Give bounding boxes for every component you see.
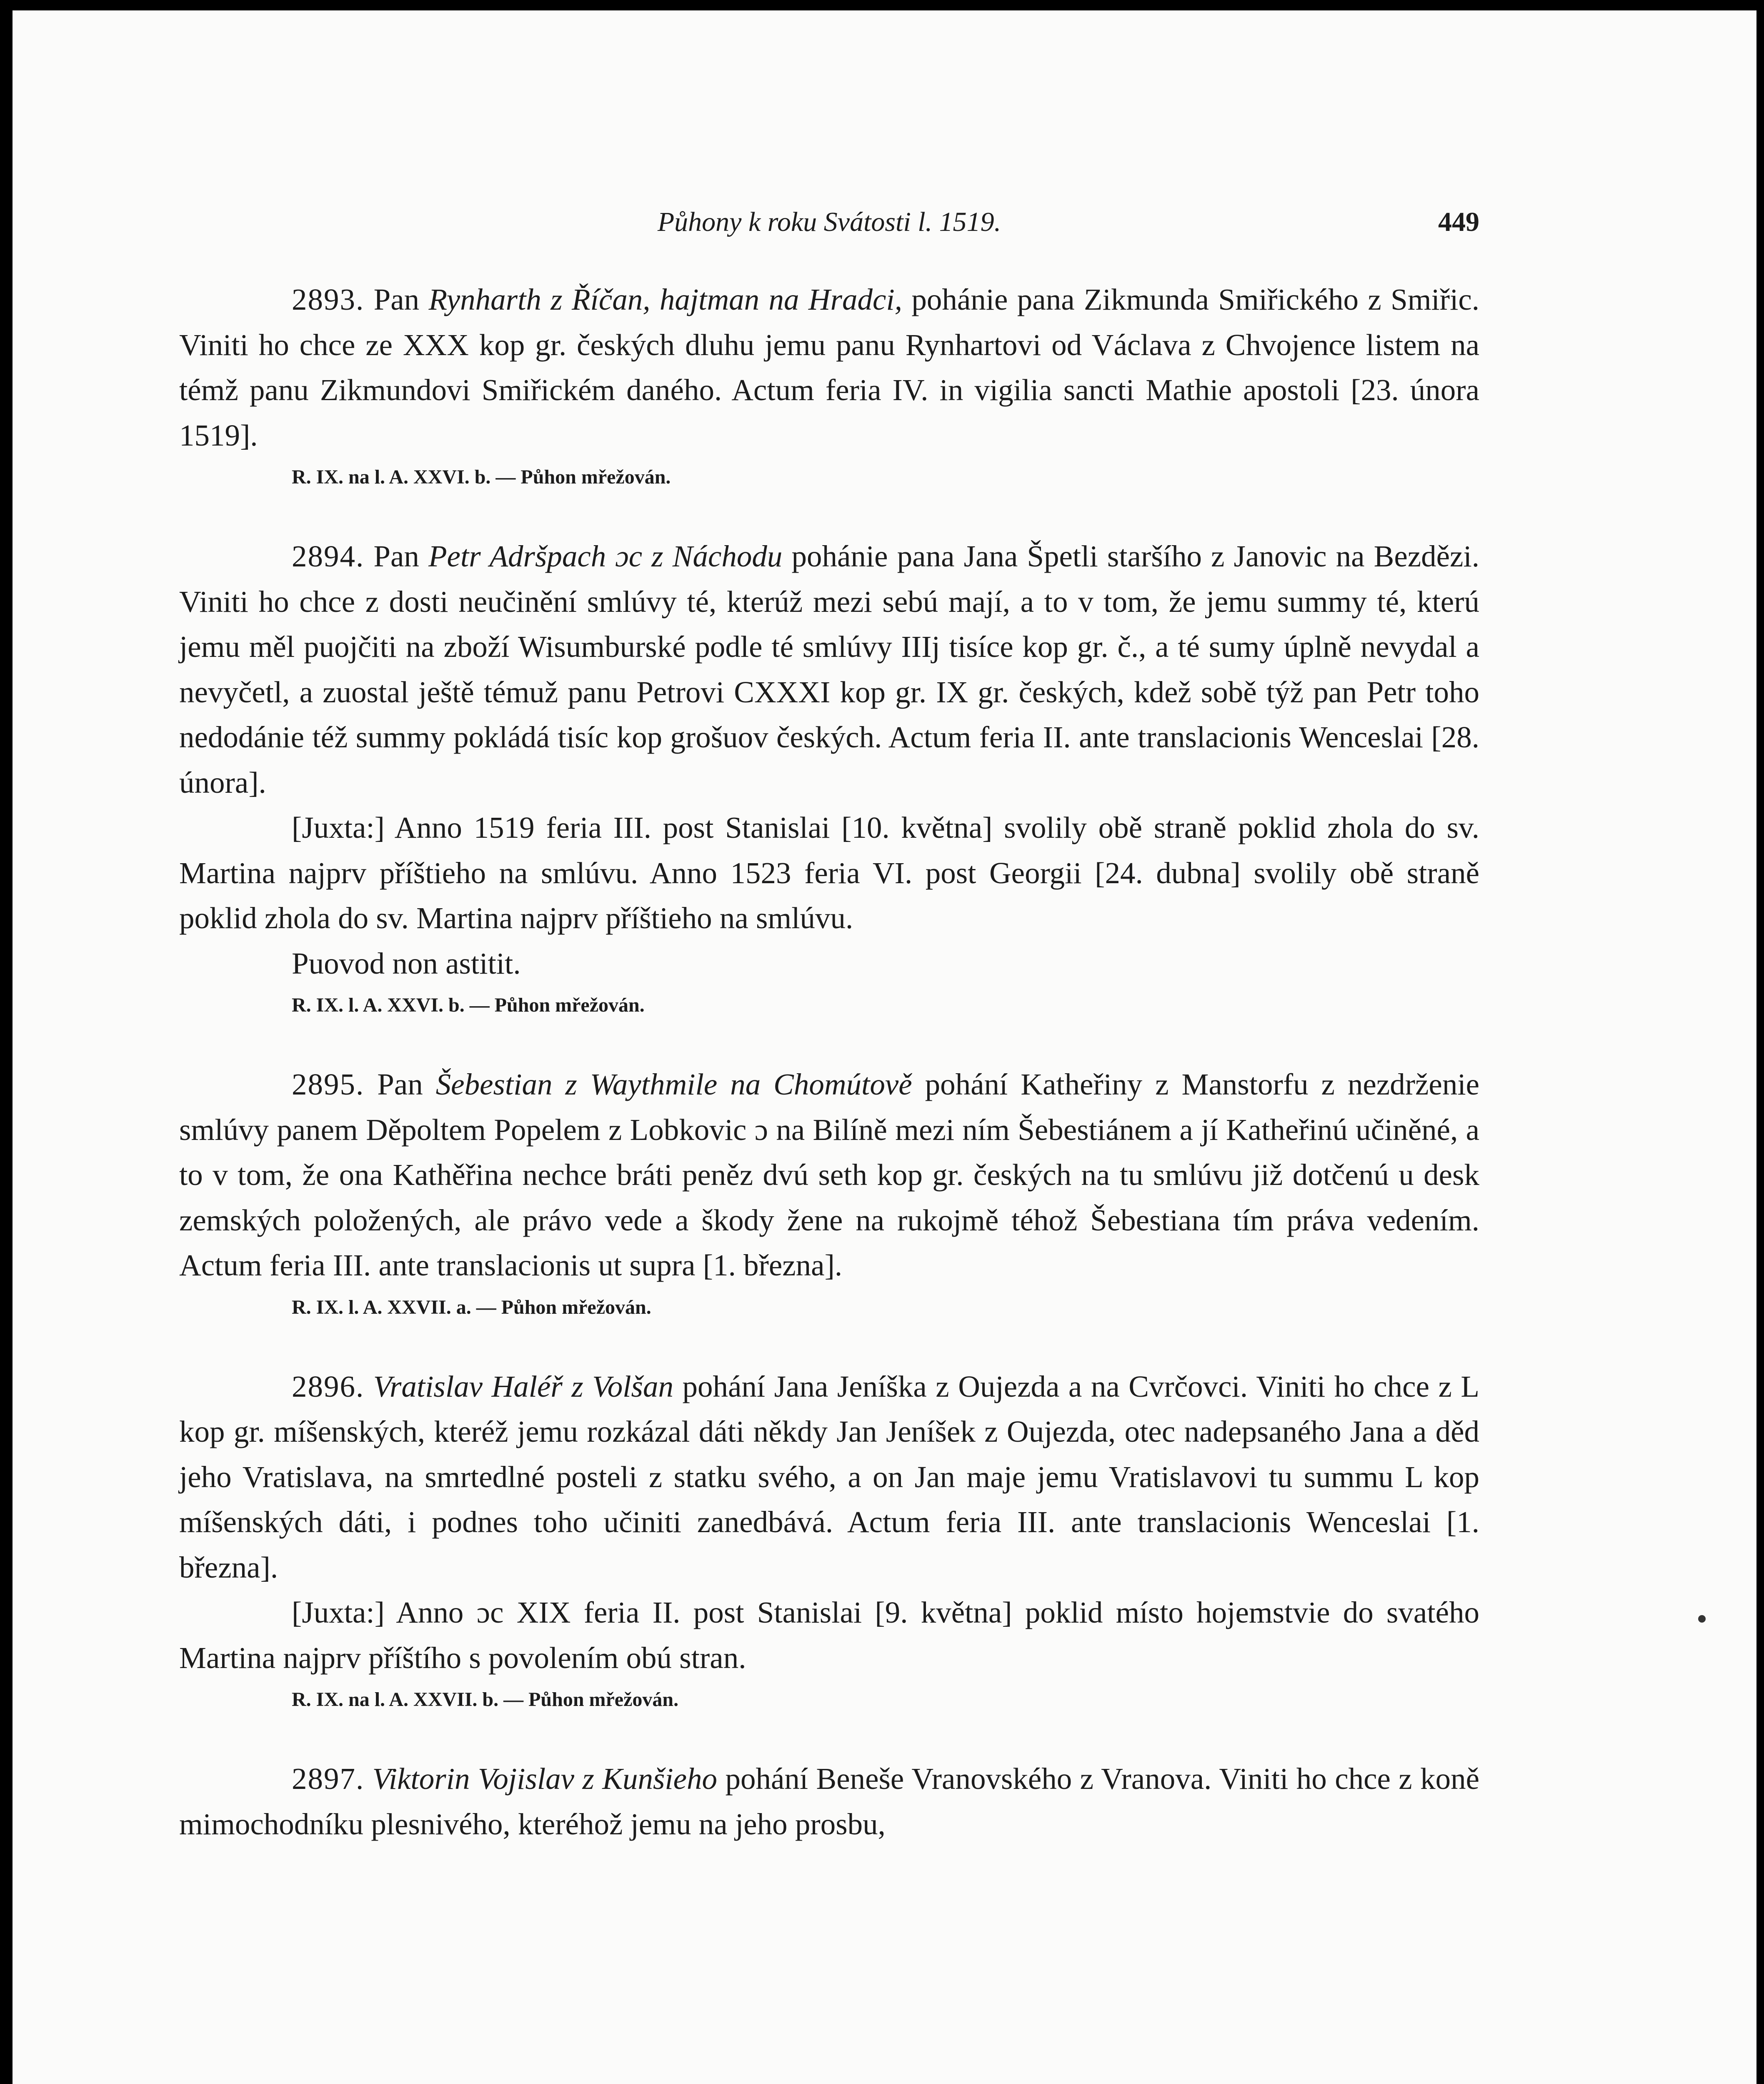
entry xyxy=(179,534,1479,1022)
margin-speck xyxy=(1698,1615,1706,1623)
text-run: Puovod non astitit. xyxy=(292,946,521,980)
entry xyxy=(179,277,1479,494)
running-title: Půhony k roku Svátosti l. 1519. xyxy=(657,207,1001,237)
entry-number: 2895. xyxy=(292,1067,365,1101)
text-run: pohání Katheřiny z Manstorfu z nezdrženie smlúvy panem Děpoltem Popelem z Lobkovic ɔ na Bilíně mezi ním Šebestiánem a jí Katheřinú učiněné, a to v tom, že ona Kathěřina nechce bráti peněz dvú seth kop gr. českých na tu smlúvu již dotčenú u desk zemských položených, ale právo vede a škody žene na rukojmě téhož Šebestiana tím práva vedením. Actum feria III. ante translacionis ut supra [1. března]. xyxy=(179,1067,1479,1282)
book-page xyxy=(13,10,1756,2084)
archive-reference: R. IX. na l. A. XXVI. b. — Půhon mřežován. xyxy=(292,466,671,488)
entry-text xyxy=(179,1364,1479,1591)
entry-text xyxy=(179,534,1479,805)
entry-note xyxy=(179,1590,1479,1681)
entry-number: 2896. xyxy=(292,1369,365,1403)
entry-text xyxy=(179,277,1479,458)
party-name: Šebestian z Waythmile na Chomútově xyxy=(435,1067,912,1101)
text-run: Pan xyxy=(364,1067,436,1101)
entry xyxy=(179,1364,1479,1717)
party-name: Rynharth z Říčan, hajtman na Hradci, xyxy=(428,283,902,316)
entry xyxy=(179,1062,1479,1324)
text-run: pohání Beneše Vranovského z Vranova. Viniti ho chce z koně mimochodníku plesnivého, kteréhož jemu na jeho prosbu, xyxy=(179,1762,1479,1841)
entry-note xyxy=(179,805,1479,941)
entry-note xyxy=(179,941,1479,987)
party-name: Petr Adršpach ɔc z Náchodu xyxy=(428,539,783,573)
page-number: 449 xyxy=(1438,207,1479,237)
entry-number: 2894. xyxy=(292,539,365,573)
entry-number: 2897. xyxy=(292,1762,365,1796)
text-run: [Juxta:] Anno ɔc XIX feria II. post Stanislai [9. května] poklid místo hojemstvie do svatého Martina najprv příštího s povolením obú stran. xyxy=(179,1596,1479,1675)
text-run: pohánie pana Zikmunda Smiřického z Smiřic. Viniti ho chce ze XXX kop gr. českých dluhu jemu panu Rynhartovi od Václava z Chvojence listem na témž panu Zikmundovi Smiřickém daného. Actum feria IV. in vigilia sancti Mathie apostoli [23. února 1519]. xyxy=(179,283,1480,452)
text-run: pohánie pana Jana Špetli staršího z Janovic na Bezdězi. Viniti ho chce z dosti neučinění smlúvy té, kterúž mezi sebú mají, a to v tom, že jemu summy té, kterú jemu měl puojčiti na zboží Wisumburské podle té smlúvy IIIj tisíce kop gr. č., a té sumy úplně nevydal a nevyčetl, a zuostal ještě témuž panu Petrovi CXXXI kop gr. IX gr. českých, kdež sobě týž pan Petr toho nedodánie též summy pokládá tisíc kop grošuov českých. Actum feria II. ante translacionis Wenceslai [28. února]. xyxy=(179,539,1479,799)
entry xyxy=(179,1756,1479,1847)
text-run xyxy=(364,1370,373,1403)
archive-reference: R. IX. na l. A. XXVII. b. — Půhon mřežován. xyxy=(292,1688,679,1711)
page-body xyxy=(179,277,1479,1887)
archive-reference: R. IX. l. A. XXVII. a. — Půhon mřežován. xyxy=(292,1296,651,1318)
entry-text xyxy=(179,1756,1479,1847)
text-run: pohání Jana Jeníška z Oujezda a na Cvrčovci. Viniti ho chce z L kop gr. míšenských, kteréž jemu rozkázal dáti někdy Jan Jeníšek z Oujezda, otec nadepsaného Jana a děd jeho Vratislava, na smrtedlné posteli z statku svého, a on Jan maje jemu Vratislavovi tu summu L kop míšenských dáti, i podnes toho učiniti zanedbává. Actum feria III. ante translacionis Wenceslai [1. března]. xyxy=(179,1369,1479,1584)
text-run: Pan xyxy=(364,283,429,316)
text-run xyxy=(364,1762,372,1796)
page-header xyxy=(179,206,1479,252)
party-name: Vratislav Haléř z Volšan xyxy=(373,1369,673,1403)
text-run: Pan xyxy=(364,539,428,573)
entry-number: 2893. xyxy=(292,283,365,316)
archive-reference: R. IX. l. A. XXVI. b. — Půhon mřežován. xyxy=(292,994,645,1016)
party-name: Viktorin Vojislav z Kunšieho xyxy=(372,1762,718,1796)
entry-text xyxy=(179,1062,1479,1288)
text-run: [Juxta:] Anno 1519 feria III. post Stanislai [10. května] svolily obě straně poklid zhola do sv. Martina najprv příštieho na smlúvu. Anno 1523 feria VI. post Georgii [24. dubna] svolily obě straně poklid zhola do sv. Martina najprv příštieho na smlúvu. xyxy=(179,811,1479,935)
